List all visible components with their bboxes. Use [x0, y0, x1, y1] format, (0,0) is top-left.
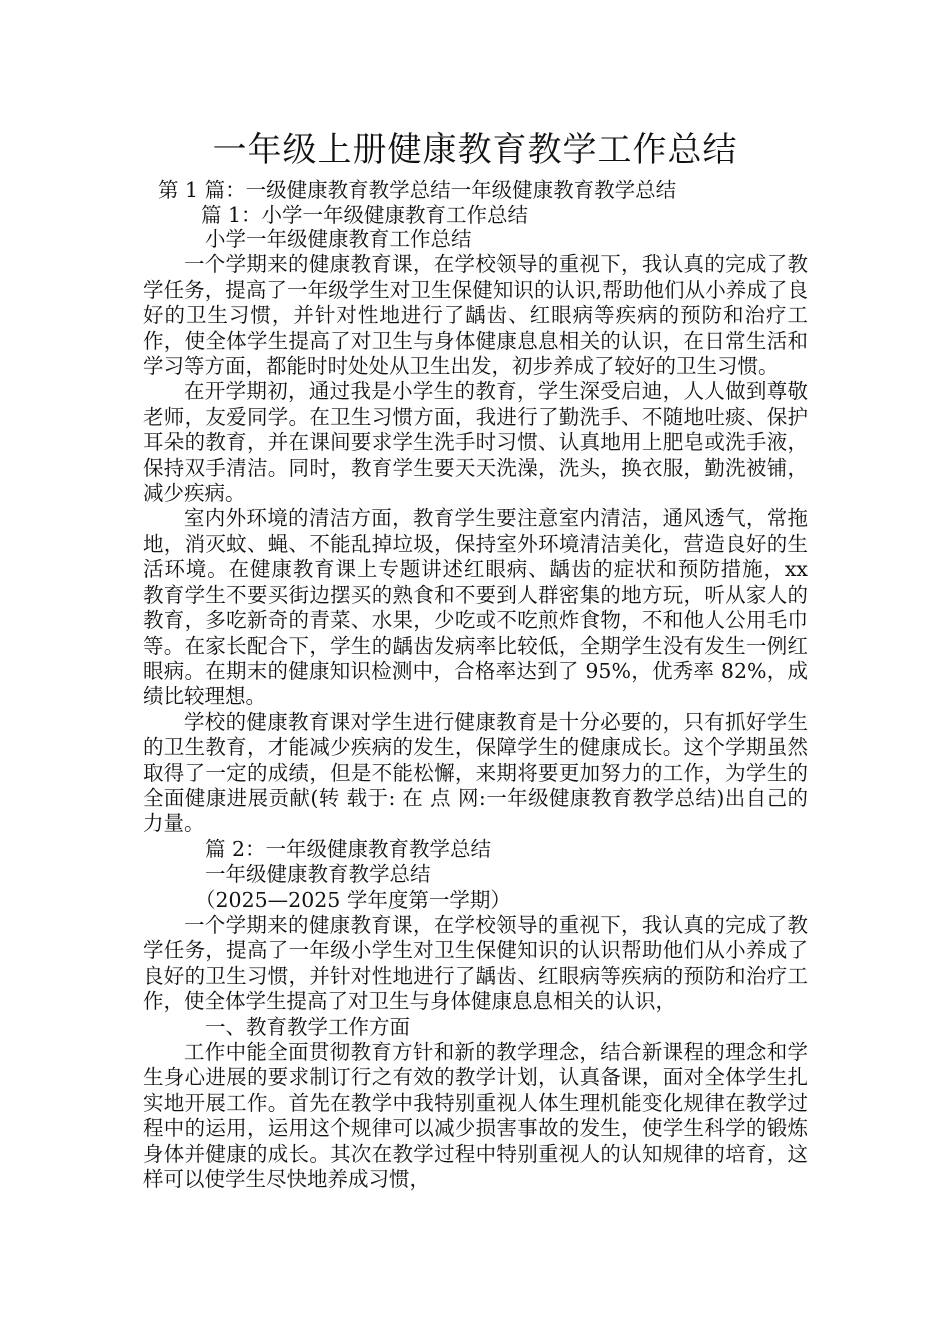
article2-title: 一年级健康教育教学总结 — [205, 862, 431, 887]
article2-term: （2025—2025 学年度第一学期） — [195, 887, 511, 912]
document-title: 一年级上册健康教育教学工作总结 — [212, 130, 738, 170]
article2-paragraph: 一个学期来的健康教育课，在学校领导的重视下，我认真的完成了教学任务，提高了一年级小学生对卫生保健知识的认识帮助他们从小养成了良好的卫生习惯，并针对性地进行了龋齿、红眼病等疾病的预防和治疗工作，使全体学生提高了对卫生与身体健康息息相关的认识， — [143, 912, 808, 1014]
section1-paragraph: 工作中能全面贯彻教育方针和新的教学理念，结合新课程的理念和学生身心进展的要求制订行之有效的教学计划，认真备课，面对全体学生扎实地开展工作。首先在教学中我特别重视人体生理机能变化规律在教学过程中的运用，运用这个规律可以减少损害事故的发生，使学生科学的锻炼身体并健康的成长。其次在教学过程中特别重视人的认知规律的培育，这样可以使学生尽快地养成习惯， — [143, 1040, 808, 1192]
article2-heading: 篇 2：一年级健康教育教学总结 — [205, 836, 492, 861]
article1-heading: 篇 1：小学一年级健康教育工作总结 — [201, 203, 529, 227]
article1-paragraph: 在开学期初，通过我是小学生的教育，学生深受启迪，人人做到尊敬老师，友爱同学。在卫生习惯方面，我进行了勤洗手、不随地吐痰、保护耳朵的教育，并在课间要求学生洗手时习惯、认真地用上肥皂或洗手液，保持双手清洁。同时，教育学生要天天洗澡，洗头，换衣服，勤洗被铺，减少疾病。 — [143, 379, 808, 506]
document-body — [143, 227, 808, 1192]
article1-paragraph: 一个学期来的健康教育课，在学校领导的重视下，我认真的完成了教学任务，提高了一年级学生对卫生保健知识的认识,帮助他们从小养成了良好的卫生习惯，并针对性地进行了龋齿、红眼病等疾病的预防和治疗工作，使全体学生提高了对卫生与身体健康息息相关的认识，在日常生活和学习等方面，都能时时处处从卫生出发，初步养成了较好的卫生习惯。 — [143, 252, 808, 379]
article1-paragraph: 学校的健康教育课对学生进行健康教育是十分必要的，只有抓好学生的卫生教育，才能减少疾病的发生，保障学生的健康成长。这个学期虽然取得了一定的成绩，但是不能松懈，来期将要更加努力的工作，为学生的全面健康进展贡献(转 载于: 在 点 网:一年级健康教育教学总结)出自己的力量。 — [143, 709, 808, 836]
section1-heading: 一、教育教学工作方面 — [205, 1014, 410, 1039]
document-subtitle: 第 1 篇：一级健康教育教学总结一年级健康教育教学总结 — [158, 178, 677, 202]
article1-title: 小学一年级健康教育工作总结 — [205, 227, 472, 251]
article1-paragraph: 室内外环境的清洁方面，教育学生要注意室内清洁，通风透气，常拖地，消灭蚊、蝇、不能乱掉垃圾，保持室外环境清洁美化，营造良好的生活环境。在健康教育课上专题讲述红眼病、龋齿的症状和预防措施，xx 教育学生不要买街边摆买的熟食和不要到人群密集的地方玩，听从家人的教育，多吃新奇的青菜、水果，少吃或不吃煎炸食物，不和他人公用毛巾等。在家长配合下，学生的龋齿发病率比较低，全期学生没有发生一例红眼病。在期末的健康知识检测中，合格率达到了 95%，优秀率 82%，成绩比较理想。 — [143, 506, 808, 709]
